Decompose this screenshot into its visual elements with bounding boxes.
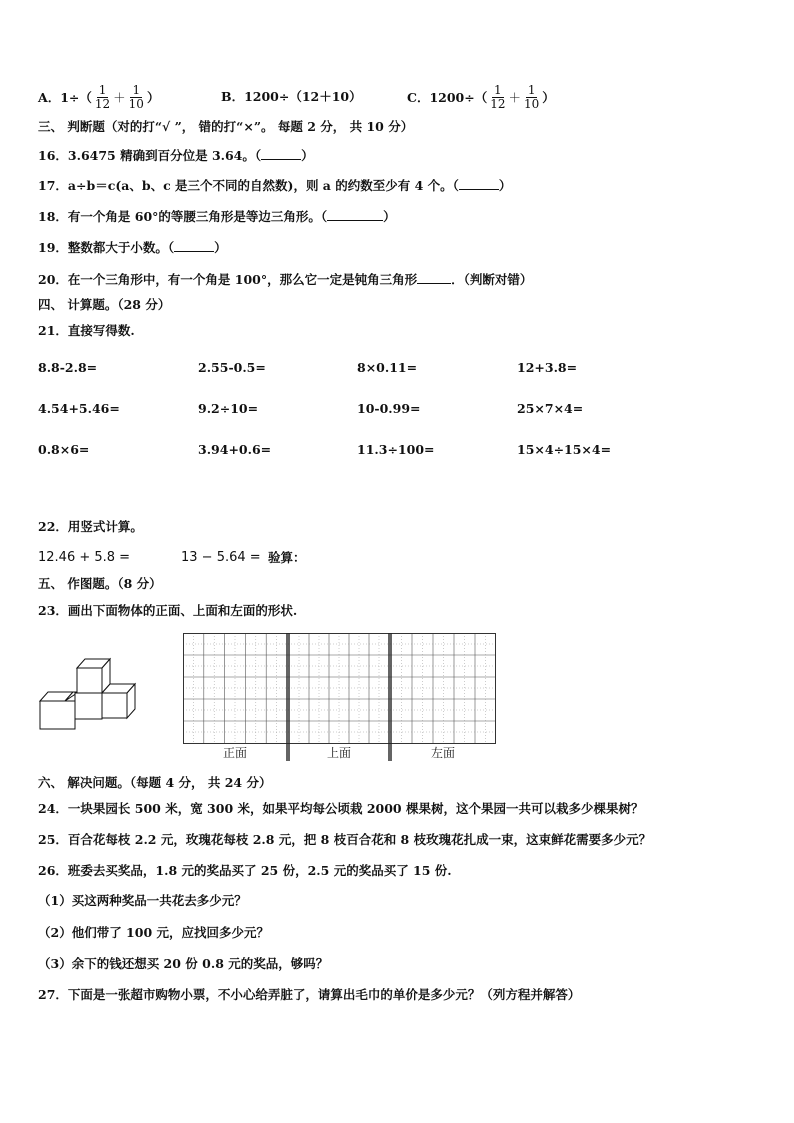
calc-item: 4.54+5.46= [38, 401, 120, 416]
fraction: $\frac{1}{12}$ [94, 83, 111, 111]
question-20: 20．在一个三角形中，有一个角是 100°，那么它一定是钝角三角形 ．（判断对错） [38, 272, 533, 287]
fraction: $\frac{1}{12}$ [490, 83, 506, 111]
question-26-part-1: （1）买这两种奖品一共花去多少元？ [38, 893, 247, 908]
grid-label-front: 正面 [222, 746, 248, 760]
question-19: 19．整数都大于小数。（ ） [38, 240, 227, 255]
calc-item: 3.94+0.6= [198, 442, 272, 457]
question-26-part-2: （2）他们带了 100 元，应找回多少元？ [38, 925, 269, 940]
answer-blank[interactable] [327, 208, 383, 221]
fraction: $\frac{1}{10}$ [128, 83, 144, 111]
calc-item: 15×4÷15×4= [517, 442, 612, 457]
question-23: 23．画出下面物体的正面、上面和左面的形状. [38, 603, 298, 618]
question-24: 24．一块果园长 500 米，宽 300 米，如果平均每公顷栽 2000 棵果树，这个果园一共可以栽多少棵果树？ [38, 801, 644, 816]
question-25: 25．百合花每枝 2.2 元，玫瑰花每枝 2.8 元，把 8 枝百合花和 8 枝玫瑰花扎成一束，这束鲜花需要多少元？ [38, 832, 652, 847]
answer-blank[interactable] [174, 239, 214, 252]
answer-blank[interactable] [261, 147, 301, 160]
answer-blank[interactable] [459, 177, 499, 190]
grid-label-left: 左面 [430, 746, 456, 760]
calc-item: 11.3÷100= [357, 442, 435, 457]
cube-solid-figure [38, 655, 138, 730]
calc-item: 9.2÷10= [198, 401, 259, 416]
calc-item: 10-0.99= [357, 401, 421, 416]
section-4-title: 四、 计算题。（28 分） [38, 297, 171, 312]
calc-item: 25×7×4= [517, 401, 584, 416]
question-27: 27．下面是一张超市购物小票，不小心给弄脏了，请算出毛巾的单价是多少元？（列方程并解答） [38, 987, 581, 1002]
question-17: 17．a÷b＝c(a、b、c 是三个不同的自然数)，则 a 的约数至少有 4 个。（ ） [38, 178, 512, 193]
question-26: 26．班委去买奖品，1.8 元的奖品买了 25 份，2.5 元的奖品买了 15 份. [38, 863, 452, 878]
option-c: C．1200÷（ $\frac{1}{12}$ ＋ $\frac{1}{10}$ ） [407, 83, 555, 111]
drawing-grid[interactable] [183, 633, 497, 763]
calc-item: 0.8×6= [38, 442, 90, 457]
check-label: 验算： [268, 550, 306, 565]
question-16: 16．3.6475 精确到百分位是 3.64。（ ） [38, 148, 314, 163]
calc-item: 12+3.8= [517, 360, 578, 375]
option-a: A．1÷（ $\frac{1}{12}$ ＋ $\frac{1}{10}$ ） [38, 83, 160, 111]
question-26-part-3: （3）余下的钱还想买 20 份 0.8 元的奖品，够吗？ [38, 956, 329, 971]
vertical-calc-2: 13 − 5.64 = [181, 550, 261, 565]
question-22: 22．用竖式计算。 [38, 519, 143, 534]
calc-item: 8×0.11= [357, 360, 418, 375]
question-18: 18．有一个角是 60°的等腰三角形是等边三角形。（ ） [38, 209, 396, 224]
calc-item: 2.55-0.5= [198, 360, 266, 375]
section-3-title: 三、 判断题（对的打“√ ”， 错的打“×”。 每题 2 分， 共 10 分） [38, 119, 414, 134]
calc-item: 8.8-2.8= [38, 360, 98, 375]
grid-label-top: 上面 [326, 746, 352, 760]
vertical-calc-1: 12.46 + 5.8 = [38, 550, 131, 565]
question-21: 21．直接写得数. [38, 323, 135, 338]
fraction: $\frac{1}{10}$ [524, 83, 540, 111]
answer-blank[interactable] [417, 271, 451, 284]
option-b: B．1200÷（12＋10） [221, 89, 362, 104]
section-5-title: 五、 作图题。（8 分） [38, 576, 162, 591]
section-6-title: 六、 解决问题。（每题 4 分， 共 24 分） [38, 775, 272, 790]
